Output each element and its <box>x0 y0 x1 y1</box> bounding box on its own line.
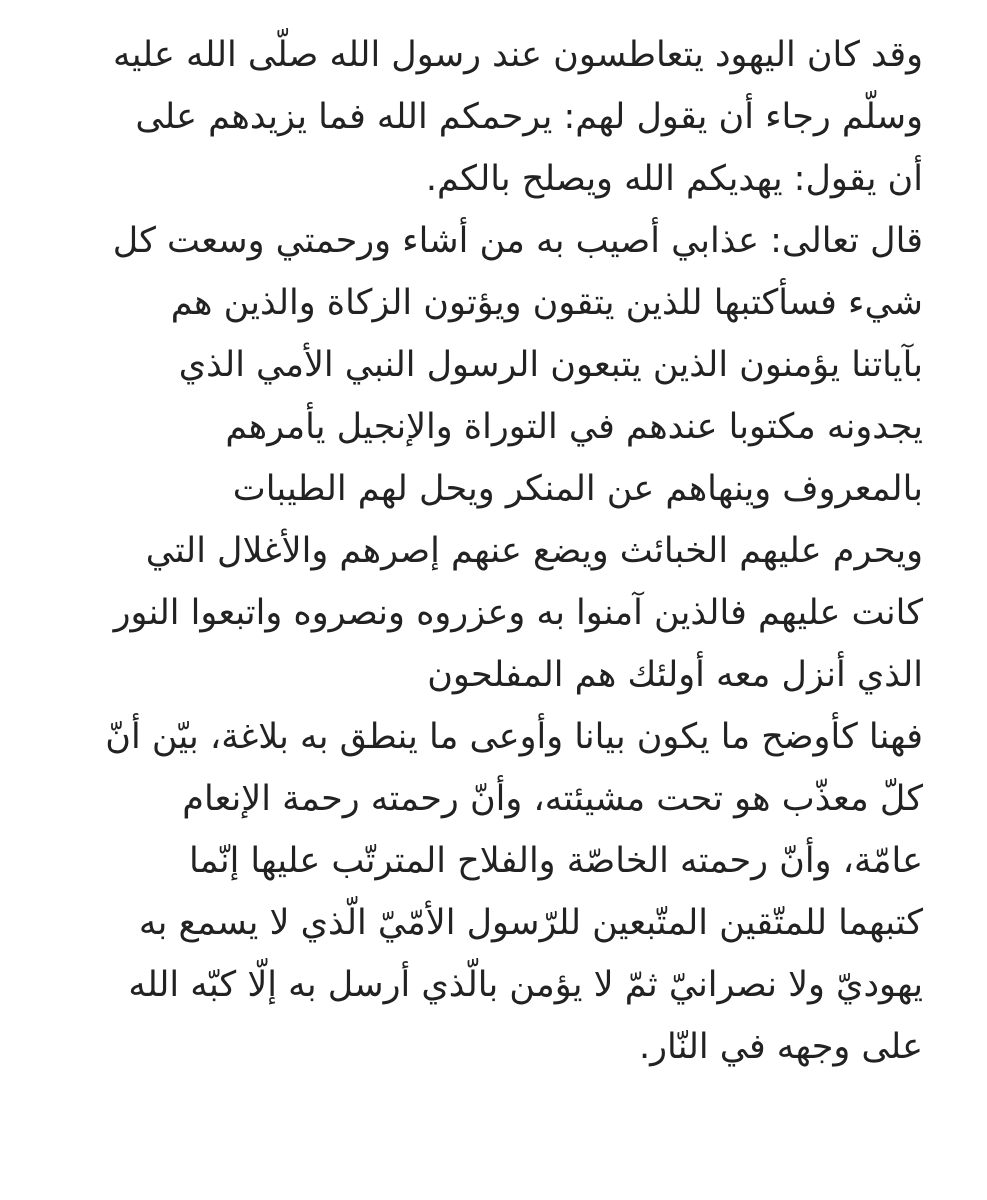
text-line-16: يهوديّ ولا نصرانيّ ثمّ لا يؤمن بالّذي أرسل به إلّا كبّه الله <box>128 965 923 1005</box>
text-line-5: شيء فسأكتبها للذين يتقون ويؤتون الزكاة والذين هم <box>170 283 923 323</box>
text-line-10: كانت عليهم فالذين آمنوا به وعزروه ونصروه واتبعوا النور <box>113 593 923 633</box>
text-line-9: ويحرم عليهم الخبائث ويضع عنهم إصرهم والأغلال التي <box>145 531 923 571</box>
text-line-7: يجدونه مكتوبا عندهم في التوراة والإنجيل يأمرهم <box>225 407 923 447</box>
text-line-1: وقد كان اليهود يتعاطسون عند رسول الله صلّى الله عليه <box>113 35 923 75</box>
text-line-15: كتبهما للمتّقين المتّبعين للرّسول الأمّيّ الّذي لا يسمع به <box>138 903 923 943</box>
text-line-13: كلّ معذّب هو تحت مشيئته، وأنّ رحمته رحمة الإنعام <box>182 779 923 819</box>
text-line-3: أن يقول: يهديكم الله ويصلح بالكم. <box>425 159 923 199</box>
text-line-14: عامّة، وأنّ رحمته الخاصّة والفلاح المترتّب عليها إنّما <box>188 841 923 881</box>
text-line-8: بالمعروف وينهاهم عن المنكر ويحل لهم الطيبات <box>232 469 923 509</box>
text-line-11: الذي أنزل معه أولئك هم المفلحون <box>427 655 923 695</box>
arabic-text-block <box>53 24 923 1078</box>
text-line-2: وسلّم رجاء أن يقول لهم: يرحمكم الله فما يزيدهم على <box>135 97 923 137</box>
text-line-12: فهنا كأوضح ما يكون بيانا وأوعى ما ينطق به بلاغة، بيّن أنّ <box>105 717 923 757</box>
text-line-17: على وجهه في النّار. <box>639 1027 923 1067</box>
text-line-4: قال تعالى: عذابي أصيب به من أشاء ورحمتي وسعت كل <box>112 221 923 261</box>
text-line-6: بآياتنا يؤمنون الذين يتبعون الرسول النبي الأمي الذي <box>178 345 923 385</box>
